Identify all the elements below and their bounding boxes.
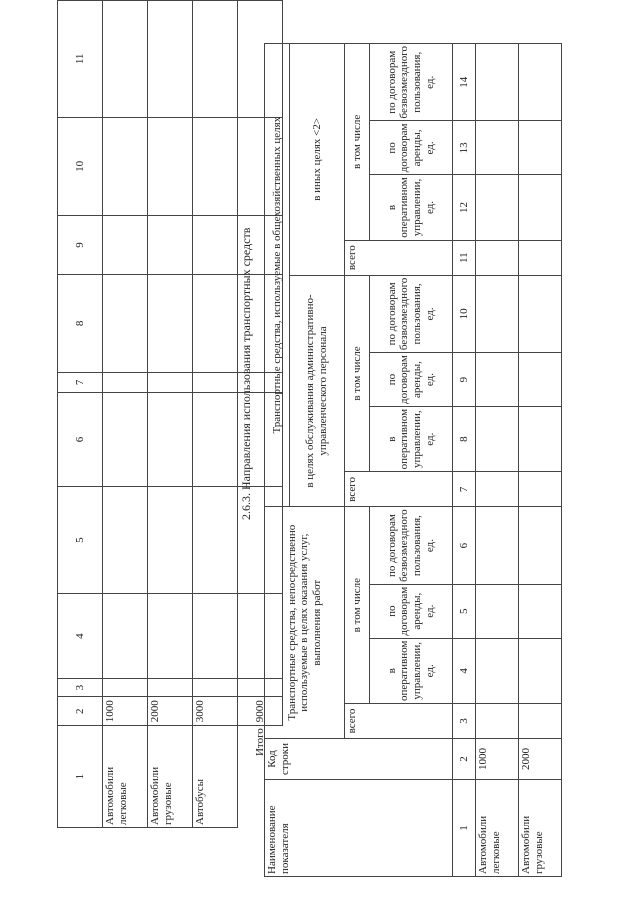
col-num: 11: [453, 240, 476, 275]
header-group-direct: Транспортные средства, непосредственно используемые в целях оказания услуг, выполнения работ: [265, 507, 345, 739]
header-cell: 3: [58, 679, 103, 697]
header-oper: в оперативном управлении, ед.: [370, 175, 453, 240]
header-cell: 2: [58, 697, 103, 726]
header-incl: в том числе: [345, 507, 370, 704]
header-cell: 9: [58, 215, 103, 274]
table-row: [103, 1, 148, 828]
row-name: Автомобили грузовые: [519, 780, 562, 877]
header-group-general: Транспортные средства, используемые в общехозяйственных целях: [265, 44, 290, 507]
col-num: 9: [453, 353, 476, 407]
header-name: Наименование показателя: [265, 780, 453, 877]
col-num: 1: [453, 780, 476, 877]
transport-usage-table: [264, 43, 562, 877]
header-incl: в том числе: [345, 275, 370, 472]
row-code: 1000: [103, 697, 148, 726]
header-cell: 10: [58, 117, 103, 215]
col-num: 4: [453, 638, 476, 703]
header-sub-other: в иных целях <2>: [290, 44, 345, 276]
header-code: Код строки: [265, 739, 453, 780]
col-num: 13: [453, 121, 476, 175]
col-num: 5: [453, 584, 476, 638]
row-code: 3000: [193, 697, 238, 726]
col-num: 14: [453, 44, 476, 121]
header-total: всего: [345, 704, 453, 739]
total-code: 9000: [238, 697, 283, 726]
col-num: 2: [453, 739, 476, 780]
header-cell: 6: [58, 392, 103, 486]
row-code: 2000: [519, 739, 562, 780]
header-incl: в том числе: [345, 44, 370, 241]
col-num: 7: [453, 472, 476, 507]
header-free: по договорам безвозмездного пользования, ед.: [370, 275, 453, 352]
col-num: 10: [453, 275, 476, 352]
row-name: Автомобили легковые: [103, 726, 148, 828]
header-total: всего: [345, 240, 453, 275]
table-row: [148, 1, 193, 828]
header-cell: 1: [58, 726, 103, 828]
table-row: [519, 44, 562, 877]
header-sub-admin: в целях обслуживания административно-управленческого персонала: [290, 275, 345, 507]
header-lease: по договорам аренды, ед.: [370, 353, 453, 407]
header-cell: 5: [58, 487, 103, 594]
header-lease: по договорам аренды, ед.: [370, 121, 453, 175]
header-free: по договорам безвозмездного пользования, ед.: [370, 44, 453, 121]
col-num: 3: [453, 704, 476, 739]
table-row: [193, 1, 238, 828]
total-label: Итого: [253, 728, 266, 757]
header-lease: по договорам аренды, ед.: [370, 584, 453, 638]
col-num: 8: [453, 406, 476, 471]
row-name: Автомобили легковые: [476, 780, 519, 877]
header-total: всего: [345, 472, 453, 507]
header-oper: в оперативном управлении, ед.: [370, 406, 453, 471]
row-name: Автомобили грузовые: [148, 726, 193, 828]
col-num: 12: [453, 175, 476, 240]
header-cell: 4: [58, 594, 103, 679]
header-oper: в оперативном управлении, ед.: [370, 638, 453, 703]
table-row: [476, 44, 519, 877]
header-cell: 7: [58, 372, 103, 392]
row-code: 2000: [148, 697, 193, 726]
row-name: Автобусы: [193, 726, 238, 828]
row-code: 1000: [476, 739, 519, 780]
column-number-row: [453, 44, 476, 877]
header-cell: 8: [58, 274, 103, 372]
col-num: 6: [453, 507, 476, 584]
header-cell: 11: [58, 1, 103, 118]
section-caption: 2.6.3. Направления использования транспортных средств: [239, 227, 253, 520]
header-free: по договорам безвозмездного пользования, ед.: [370, 507, 453, 584]
table-header-row: [58, 1, 103, 828]
